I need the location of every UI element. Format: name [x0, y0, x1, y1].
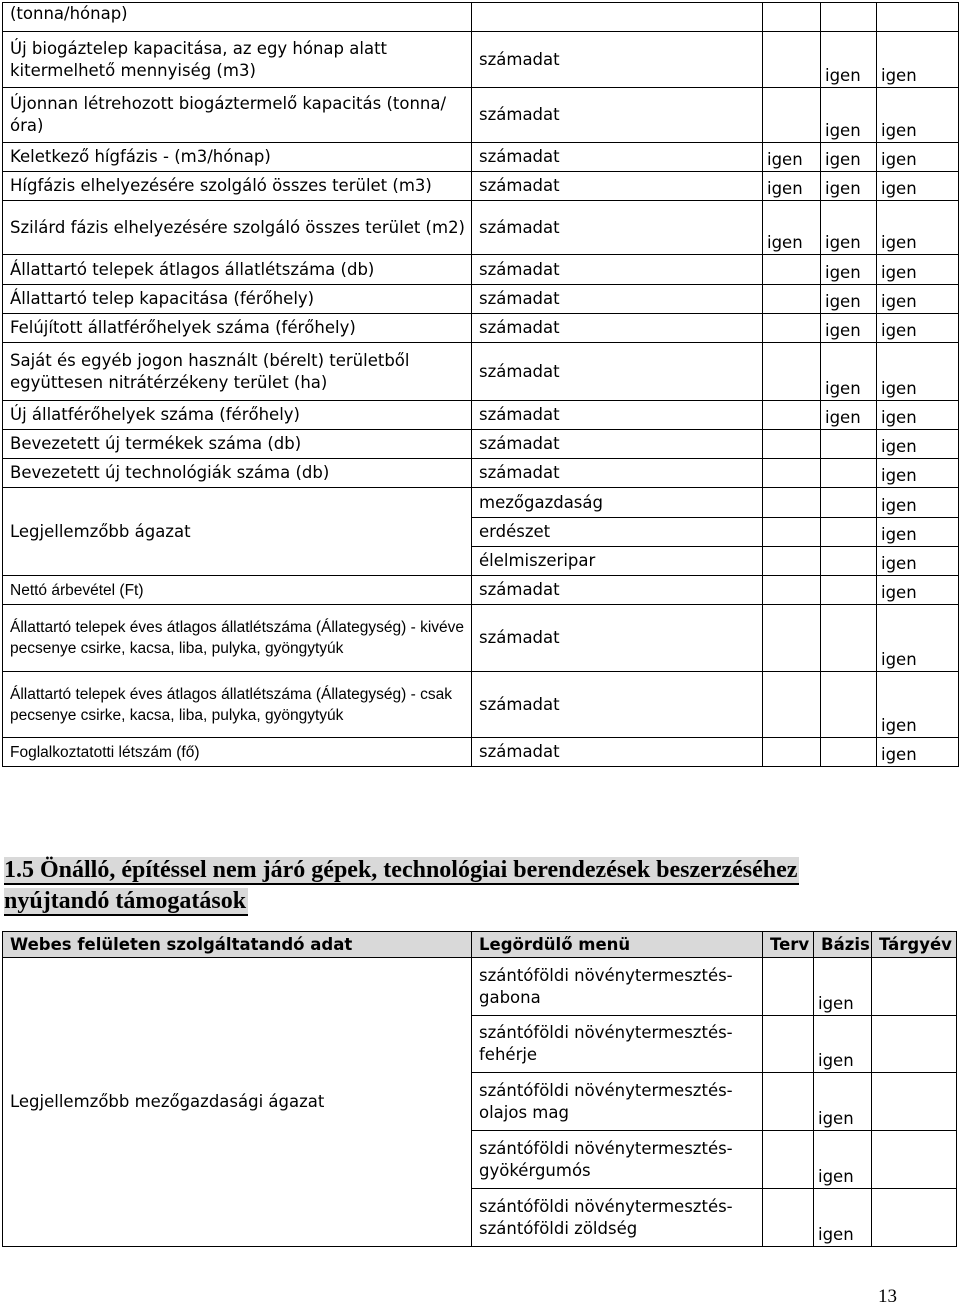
section-title-line1: 1.5 Önálló, építéssel nem járó gépek, technológiai berendezések beszerzéséhez — [4, 857, 798, 883]
bazis-cell[interactable] — [821, 488, 877, 518]
terv-cell[interactable] — [763, 738, 821, 767]
table-row — [3, 201, 959, 255]
terv-cell[interactable] — [763, 32, 821, 88]
terv-cell[interactable] — [763, 518, 821, 547]
terv-cell[interactable] — [763, 605, 821, 672]
targyev-cell[interactable] — [877, 3, 959, 32]
bazis-cell[interactable] — [821, 430, 877, 459]
input-type: számadat — [472, 172, 763, 201]
targyev-cell[interactable]: igen — [877, 605, 959, 672]
bazis-cell[interactable]: igen — [821, 201, 877, 255]
table-row — [3, 285, 959, 314]
dropdown-option[interactable]: élelmiszeripar — [472, 547, 763, 576]
bazis-cell[interactable]: igen — [821, 255, 877, 285]
targyev-cell[interactable] — [872, 1189, 957, 1247]
targyev-cell[interactable]: igen — [877, 143, 959, 172]
bazis-cell[interactable]: igen — [814, 958, 872, 1016]
table-row — [3, 459, 959, 488]
header-dropdown: Legördülő menü — [472, 932, 763, 958]
table-row — [3, 172, 959, 201]
row-label: Újonnan létrehozott biogáztermelő kapacitás (tonna/óra) — [3, 88, 472, 143]
bazis-cell[interactable]: igen — [821, 401, 877, 430]
input-type: számadat — [472, 738, 763, 767]
terv-cell[interactable] — [763, 285, 821, 314]
table-row — [3, 958, 957, 1016]
bazis-cell[interactable] — [821, 672, 877, 738]
targyev-cell[interactable]: igen — [877, 343, 959, 401]
row-label: Új állatférőhelyek száma (férőhely) — [3, 401, 472, 430]
terv-cell[interactable] — [763, 672, 821, 738]
bazis-cell[interactable] — [821, 738, 877, 767]
option-line1: szántóföldi növénytermesztés- — [479, 1080, 733, 1100]
terv-cell[interactable] — [763, 255, 821, 285]
section-heading — [4, 855, 799, 917]
input-type: számadat — [472, 285, 763, 314]
table-row — [3, 32, 959, 88]
dropdown-option[interactable] — [472, 958, 763, 1016]
targyev-cell[interactable]: igen — [877, 459, 959, 488]
bazis-cell[interactable]: igen — [821, 172, 877, 201]
row-label: Állattartó telep kapacitása (férőhely) — [3, 285, 472, 314]
row-label: Állattartó telepek átlagos állatlétszáma (db) — [3, 255, 472, 285]
targyev-cell[interactable]: igen — [877, 285, 959, 314]
bazis-cell[interactable] — [821, 518, 877, 547]
header-row — [3, 932, 957, 958]
table-row — [3, 738, 959, 767]
option-line2: olajos mag — [479, 1102, 569, 1122]
terv-cell[interactable] — [763, 401, 821, 430]
main-sector-label: Legjellemzőbb mezőgazdasági ágazat — [3, 958, 472, 1247]
table-row — [3, 343, 959, 401]
option-line2: gyökérgumós — [479, 1160, 591, 1180]
targyev-cell[interactable]: igen — [877, 255, 959, 285]
input-type: számadat — [472, 343, 763, 401]
dropdown-option[interactable] — [472, 1073, 763, 1131]
header-terv: Terv — [763, 932, 814, 958]
terv-cell[interactable] — [763, 88, 821, 143]
input-type: számadat — [472, 314, 763, 343]
bazis-cell[interactable]: igen — [821, 88, 877, 143]
bazis-cell[interactable] — [821, 459, 877, 488]
terv-cell[interactable] — [763, 1016, 814, 1073]
targyev-cell[interactable]: igen — [877, 488, 959, 518]
terv-cell[interactable] — [763, 459, 821, 488]
option-line1: szántóföldi növénytermesztés- — [479, 965, 733, 985]
input-type: számadat — [472, 605, 763, 672]
terv-cell[interactable] — [763, 314, 821, 343]
terv-cell[interactable] — [763, 1189, 814, 1247]
targyev-cell[interactable]: igen — [877, 201, 959, 255]
header-targyev: Tárgyév — [872, 932, 957, 958]
terv-cell[interactable] — [763, 958, 814, 1016]
targyev-cell[interactable]: igen — [877, 88, 959, 143]
terv-cell[interactable] — [763, 488, 821, 518]
dropdown-option[interactable]: erdészet — [472, 518, 763, 547]
targyev-cell[interactable]: igen — [877, 32, 959, 88]
input-type: számadat — [472, 201, 763, 255]
table-row — [3, 430, 959, 459]
bazis-cell[interactable]: igen — [821, 343, 877, 401]
terv-cell[interactable] — [763, 1073, 814, 1131]
row-label: Felújított állatférőhelyek száma (férőhely) — [3, 314, 472, 343]
dropdown-option[interactable] — [472, 1189, 763, 1247]
bazis-cell[interactable]: igen — [821, 285, 877, 314]
input-type: számadat — [472, 32, 763, 88]
row-label: Bevezetett új technológiák száma (db) — [3, 459, 472, 488]
terv-cell[interactable] — [763, 576, 821, 605]
input-type: számadat — [472, 459, 763, 488]
input-type: számadat — [472, 576, 763, 605]
row-label: Bevezetett új termékek száma (db) — [3, 430, 472, 459]
input-type: számadat — [472, 430, 763, 459]
option-line1: szántóföldi növénytermesztés- — [479, 1196, 733, 1216]
terv-cell[interactable]: igen — [763, 201, 821, 255]
row-label: Nettó árbevétel (Ft) — [3, 576, 472, 605]
targyev-cell[interactable]: igen — [877, 738, 959, 767]
table-row — [3, 88, 959, 143]
row-label: Állattartó telepek éves átlagos állatlétszáma (Állategység) - kivéve pecsenye csirke, kacsa, liba, pulyka, gyöngytyúk — [3, 605, 472, 672]
row-label: Szilárd fázis elhelyezésére szolgáló összes terület (m2) — [3, 201, 472, 255]
terv-cell[interactable] — [763, 547, 821, 576]
bazis-cell[interactable]: igen — [814, 1016, 872, 1073]
option-line2: szántóföldi zöldség — [479, 1218, 638, 1238]
terv-cell[interactable] — [763, 430, 821, 459]
option-line2: fehérje — [479, 1045, 538, 1064]
bazis-cell[interactable]: igen — [814, 1131, 872, 1189]
targyev-cell[interactable]: igen — [877, 430, 959, 459]
row-label: Állattartó telepek éves átlagos állatlétszáma (Állategység) - csak pecsenye csirke, kacsa, liba, pulyka, gyöngytyúk — [3, 672, 472, 738]
row-label: Hígfázis elhelyezésére szolgáló összes terület (m3) — [3, 172, 472, 201]
targyev-cell[interactable] — [872, 1131, 957, 1189]
section-title-line2: nyújtandó támogatások — [4, 888, 247, 914]
table-row — [3, 3, 959, 32]
targyev-cell[interactable]: igen — [877, 518, 959, 547]
sector-label: Legjellemzőbb ágazat — [3, 488, 472, 576]
table-row — [3, 255, 959, 285]
terv-cell[interactable] — [763, 3, 821, 32]
row-label: Saját és egyéb jogon használt (bérelt) területből együttesen nitrátérzékeny terület (ha) — [3, 343, 472, 401]
bazis-cell[interactable] — [821, 3, 877, 32]
header-web-data: Webes felületen szolgáltatandó adat — [3, 932, 472, 958]
terv-cell[interactable]: igen — [763, 143, 821, 172]
dropdown-option[interactable] — [472, 1131, 763, 1189]
row-label: Foglalkoztatotti létszám (fő) — [3, 738, 472, 767]
targyev-cell[interactable]: igen — [877, 314, 959, 343]
input-type: számadat — [472, 143, 763, 172]
bazis-cell[interactable]: igen — [814, 1073, 872, 1131]
input-type: számadat — [472, 401, 763, 430]
targyev-cell[interactable]: igen — [877, 547, 959, 576]
terv-cell[interactable] — [763, 1131, 814, 1189]
targyev-cell[interactable]: igen — [877, 576, 959, 605]
input-type: számadat — [472, 88, 763, 143]
terv-cell[interactable]: igen — [763, 172, 821, 201]
row-label: Új biogáztelep kapacitása, az egy hónap alatt kitermelhető mennyiség (m3) — [3, 32, 472, 88]
input-type: számadat — [472, 255, 763, 285]
page-number: 13 — [878, 1286, 897, 1307]
input-type — [472, 3, 763, 32]
bazis-cell[interactable]: igen — [821, 314, 877, 343]
dropdown-option[interactable] — [472, 1016, 763, 1073]
table-row — [3, 401, 959, 430]
bazis-cell[interactable]: igen — [814, 1189, 872, 1247]
table-row — [3, 143, 959, 172]
targyev-cell[interactable] — [872, 1073, 957, 1131]
indicator-table — [2, 2, 959, 767]
terv-cell[interactable] — [763, 343, 821, 401]
targyev-cell[interactable]: igen — [877, 672, 959, 738]
dropdown-option[interactable]: mezőgazdaság — [472, 488, 763, 518]
table-row — [3, 605, 959, 672]
row-label: Keletkező hígfázis - (m3/hónap) — [3, 143, 472, 172]
table-row — [3, 672, 959, 738]
targyev-cell[interactable]: igen — [877, 401, 959, 430]
targyev-cell[interactable]: igen — [877, 172, 959, 201]
bazis-cell[interactable]: igen — [821, 32, 877, 88]
header-bazis: Bázis — [814, 932, 872, 958]
bazis-cell[interactable] — [821, 605, 877, 672]
input-type: számadat — [472, 672, 763, 738]
bazis-cell[interactable] — [821, 547, 877, 576]
bazis-cell[interactable]: igen — [821, 143, 877, 172]
option-line1: szántóföldi növénytermesztés- — [479, 1138, 733, 1158]
table-row — [3, 576, 959, 605]
sector-table — [2, 931, 957, 1247]
option-line1: szántóföldi növénytermesztés- — [479, 1023, 733, 1042]
row-label: (tonna/hónap) — [3, 3, 472, 32]
option-line2: gabona — [479, 987, 541, 1007]
targyev-cell[interactable] — [872, 1016, 957, 1073]
targyev-cell[interactable] — [872, 958, 957, 1016]
bazis-cell[interactable] — [821, 576, 877, 605]
table-row — [3, 488, 959, 518]
table-row — [3, 314, 959, 343]
